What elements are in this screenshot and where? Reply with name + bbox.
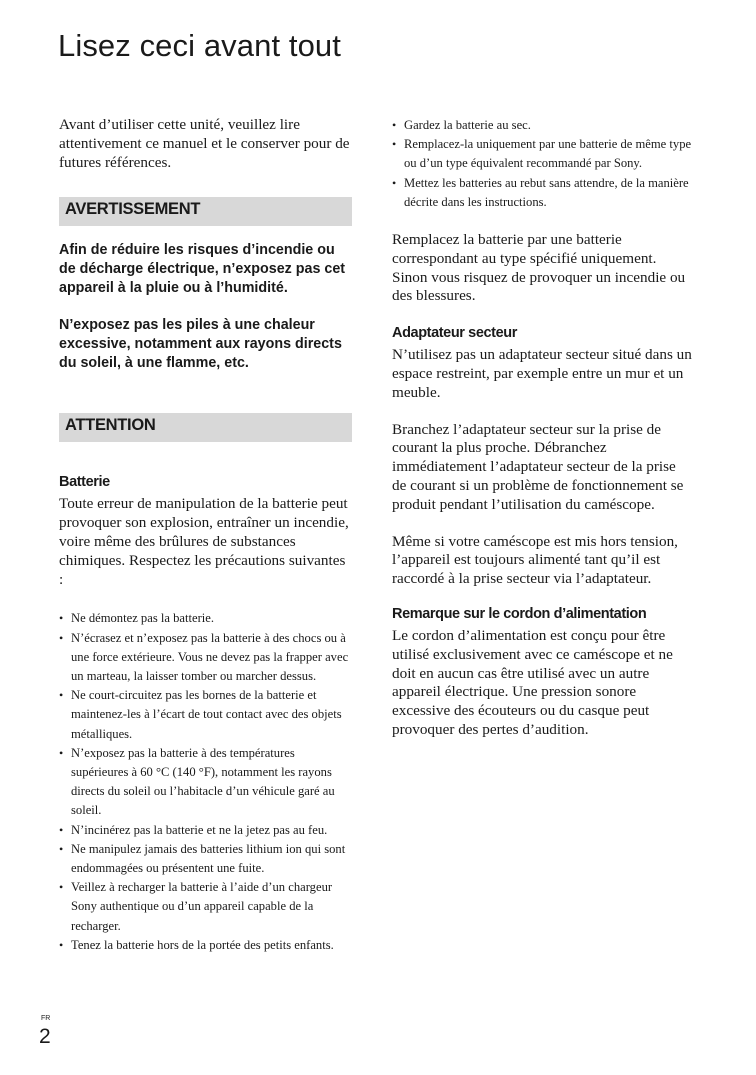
bullet-icon: • <box>392 118 397 132</box>
adapter-heading: Adaptateur secteur <box>392 325 517 342</box>
list-item: • Ne court-circuitez pas les bornes de la batterie et maintenez-les à l’écart de tout contact avec des objets métalliques. <box>59 688 342 741</box>
adapter-paragraph-2: Branchez l’adaptateur secteur sur la prise de courant la plus proche. Débranchez immédiatement l’adaptateur secteur de la prise de courant si un problème de fonctionnement se produit pendant l’utilisation du caméscope. <box>392 420 684 513</box>
bullet-icon: • <box>59 880 64 895</box>
list-item: • Gardez la batterie au sec. <box>392 116 692 135</box>
adapter-paragraph-1: N’utilisez pas un adaptateur secteur situé dans un espace restreint, par exemple entre un mur et un meuble. <box>392 346 692 401</box>
bullet-icon: • <box>392 137 397 152</box>
bullet-icon: • <box>59 745 64 760</box>
bullet-icon: • <box>59 822 64 837</box>
adapter-paragraph-3: Même si votre caméscope est mis hors tension, l’appareil est toujours alimenté tant qu’il est raccordé à la prise secteur via l’adaptateur. <box>392 532 678 588</box>
list-item: • Ne manipulez jamais des batteries lithium ion qui sont endommagées ou présentent une fuite. <box>59 841 346 876</box>
page-title: Lisez ceci avant tout <box>58 28 341 63</box>
page-number: 2 <box>39 1025 51 1048</box>
bullet-icon: • <box>59 841 64 856</box>
list-item: • Ne démontez pas la batterie. <box>59 609 352 628</box>
battery-paragraph: Toute erreur de manipulation de la batterie peut provoquer son explosion, entraîner un incendie, voire même des brûlures de substances chimiques. Respectez les précautions suivantes : <box>59 495 349 588</box>
list-item: • N’écrasez et n’exposez pas la batterie à des chocs ou à une force extérieure. Vous ne devez pas la frapper avec un marteau, la laisser tomber ou marcher dessus. <box>59 630 349 683</box>
warning-band: AVERTISSEMENT <box>59 197 352 226</box>
list-item: • Veillez à recharger la batterie à l’aide d’un chargeur Sony authentique ou d’un appareil capable de la recharger. <box>59 880 333 933</box>
list-item: • Tenez la batterie hors de la portée des petits enfants. <box>59 936 352 955</box>
list-item: • N’exposez pas la batterie à des températures supérieures à 60 °C (140 °F), notamment les rayons directs du soleil ou l’habitacle d’un véhicule garé au soleil. <box>59 745 335 818</box>
intro-paragraph: Avant d’utiliser cette unité, veuillez lire attentivement ce manuel et le conserver pour de futures références. <box>59 116 350 171</box>
battery-heading: Batterie <box>59 474 110 491</box>
power-cord-paragraph: Le cordon d’alimentation est conçu pour être utilisé exclusivement avec ce caméscope et ne doit en aucun cas être utilisé avec un autre appareil électrique. Une pression sonore excessive des écouteurs ou du casque peut provoquer des pertes d’audition. <box>392 626 673 738</box>
battery-precautions-list <box>59 609 352 955</box>
bullet-icon: • <box>59 937 64 952</box>
left-column <box>59 116 352 955</box>
list-item: • N’incinérez pas la batterie et ne la jetez pas au feu. <box>59 821 352 840</box>
bullet-icon: • <box>59 630 64 645</box>
power-cord-heading: Remarque sur le cordon d’alimentation <box>392 605 647 622</box>
replace-battery-paragraph: Remplacez la batterie par une batterie correspondant au type spécifié uniquement. Sinon vous risquez de provoquer un incendie ou des blessures. <box>392 231 686 305</box>
list-item: • Mettez les batteries au rebut sans attendre, de la manière décrite dans les instructions. <box>392 175 689 209</box>
warning-text-1: Afin de réduire les risques d’incendie ou de décharge électrique, n’exposez pas cet appareil à la pluie ou à l’humidité. <box>59 242 346 297</box>
warning-text-2: N’exposez pas les piles à une chaleur excessive, notamment aux rayons directs du soleil, à une flamme, etc. <box>59 317 342 372</box>
attention-band: ATTENTION <box>59 413 352 442</box>
battery-care-list <box>392 116 692 212</box>
bullet-icon: • <box>392 175 397 190</box>
right-column <box>392 116 692 740</box>
bullet-icon: • <box>59 611 64 626</box>
bullet-icon: • <box>59 688 64 703</box>
language-code: FR <box>41 1015 51 1022</box>
list-item: • Remplacez-la uniquement par une batterie de même type ou d’un type équivalent recommandé par Sony. <box>392 137 692 171</box>
